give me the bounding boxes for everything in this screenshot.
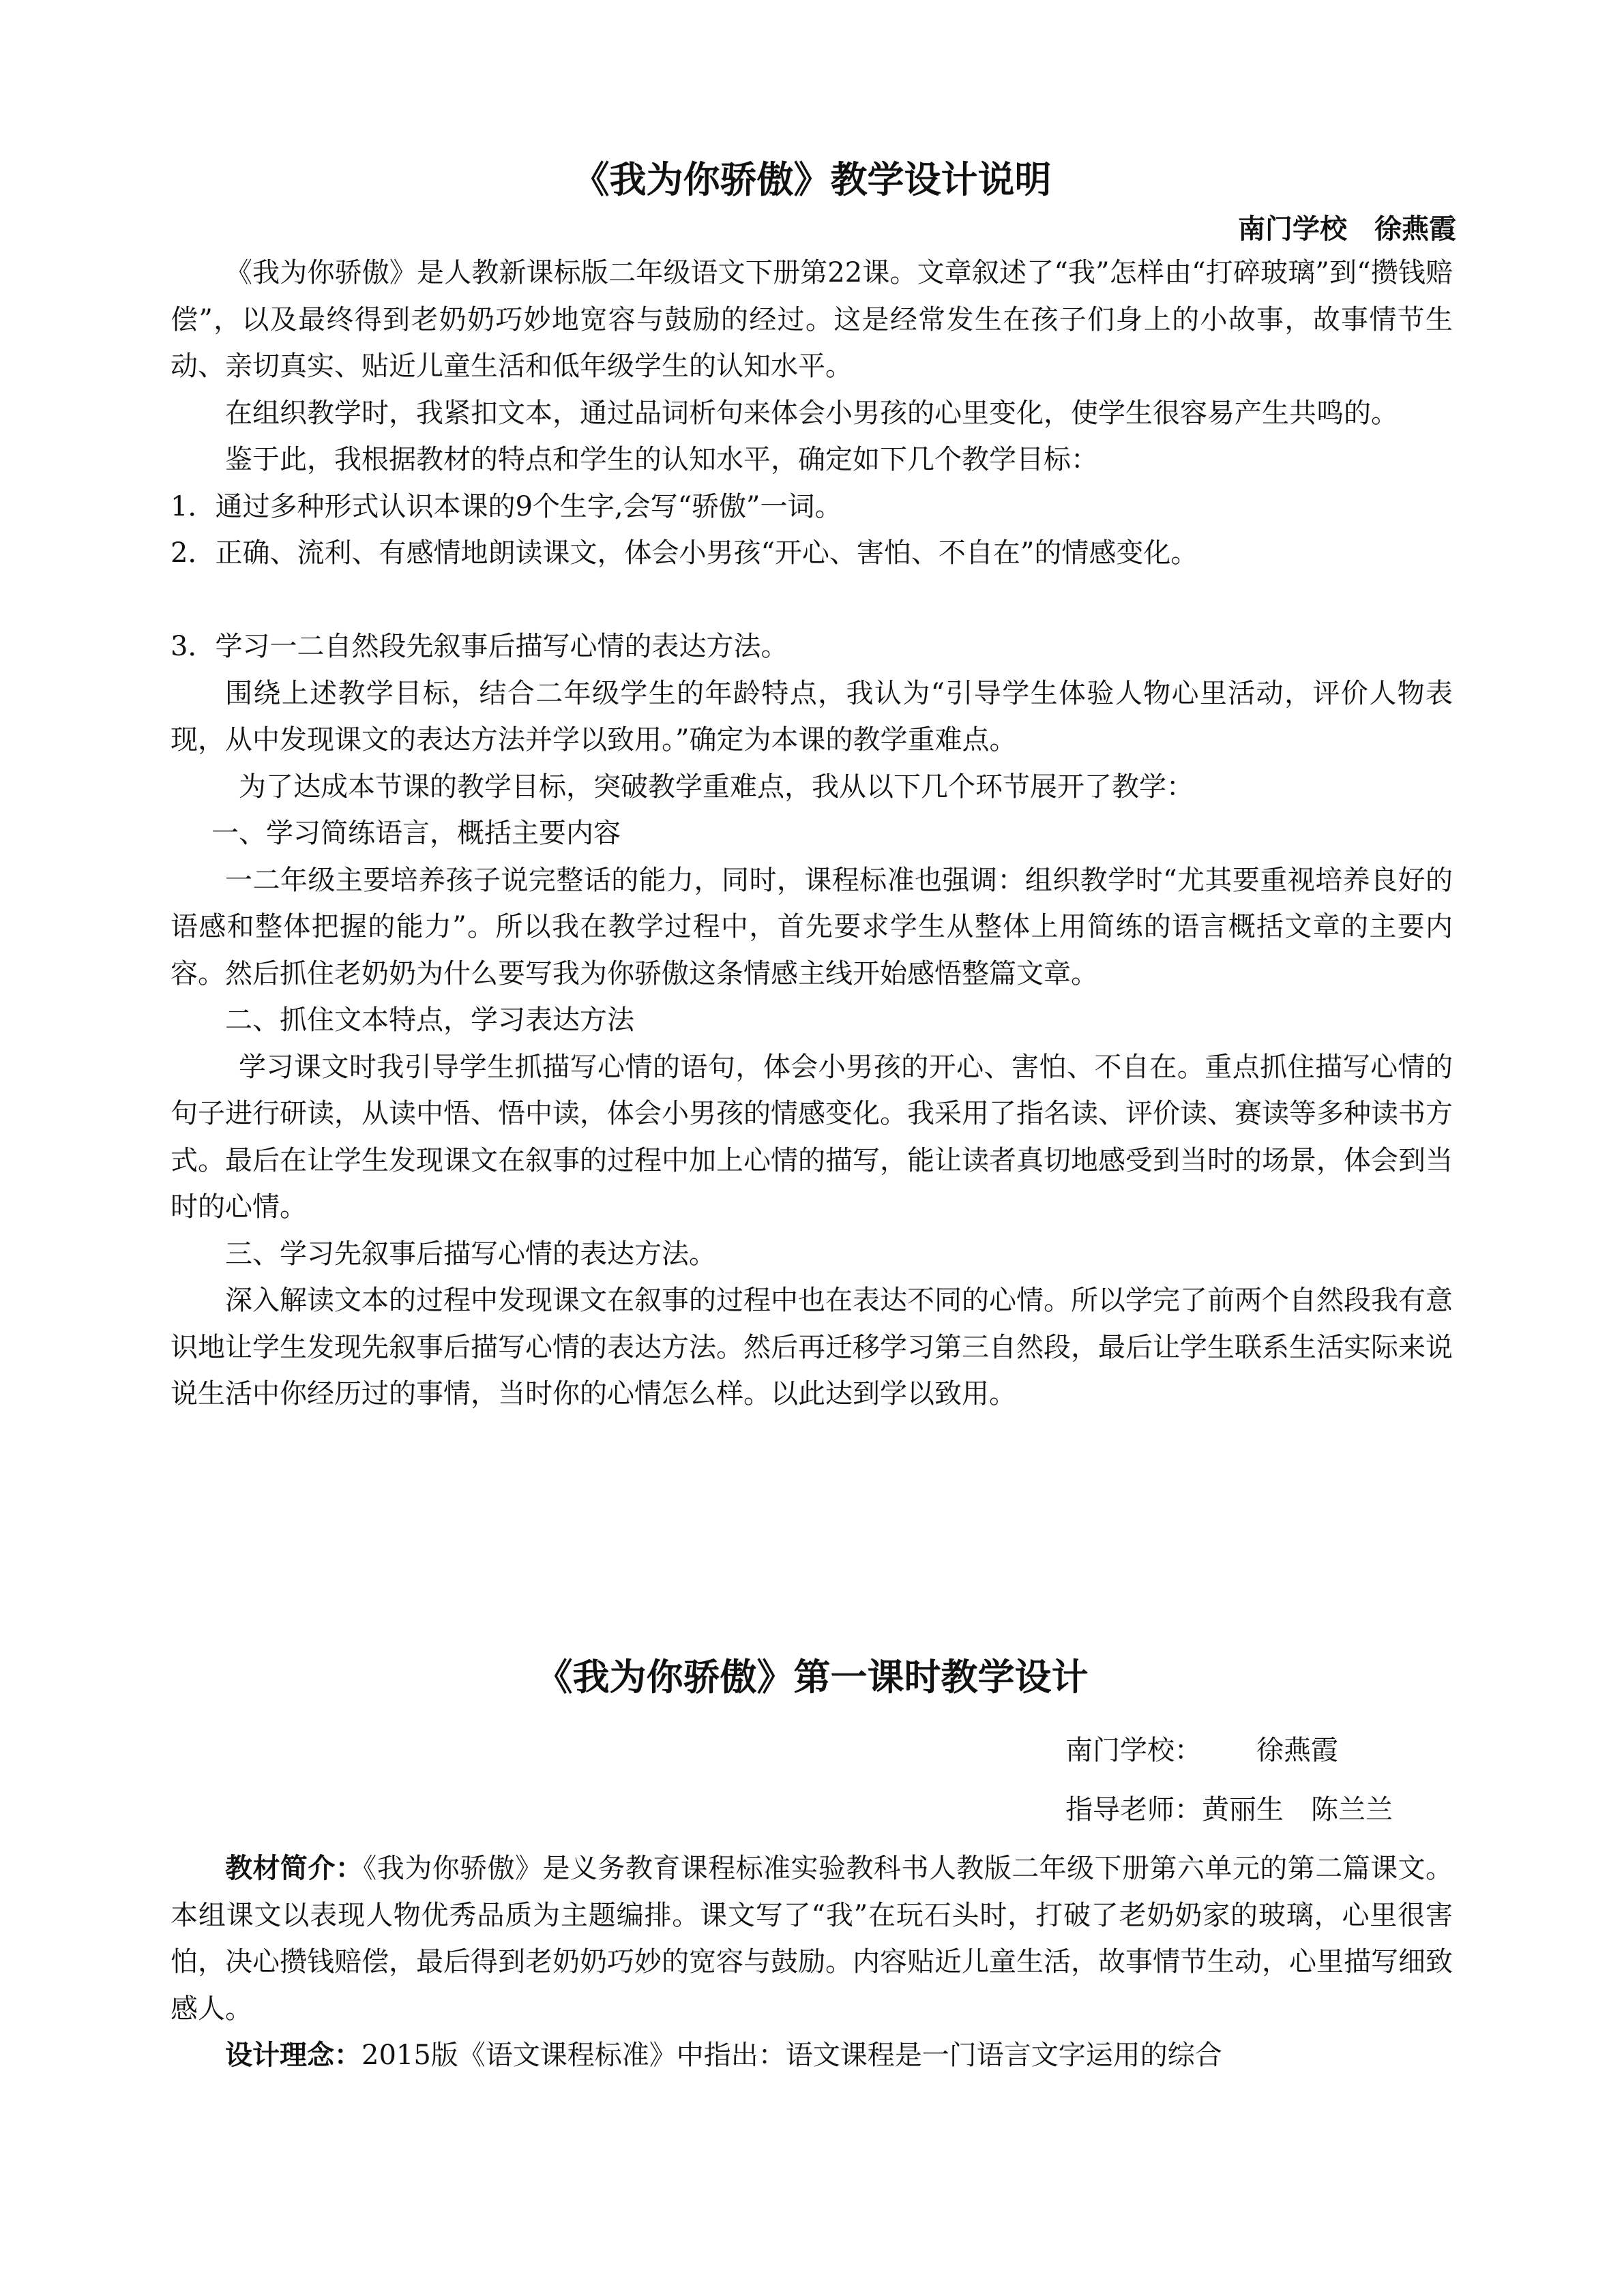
lesson-design-title: 《我为你骄傲》第一课时教学设计 — [535, 1656, 1089, 1699]
intro-label: 教材简介： — [225, 1853, 364, 1884]
advisor-name: 黄丽生 — [1202, 1794, 1284, 1825]
school-label: 南门学校： — [1065, 1735, 1202, 1766]
paragraph: 深入解读文本的过程中发现课文在叙事的过程中也在表达不同的心情。所以学完了前两个自然段我有意识地让学生发现先叙事后描写心情的表达方法。然后再迁移学习第三自然段，最后让学生联系生活实际来说说生活中你经历过的事情，当时你的心情怎么样。以此达到学以致用。 — [171, 1285, 1453, 1410]
school-line — [1065, 1730, 1338, 1771]
concept-text: 2015版《语文课程标准》中指出：语文课程是一门语言文字运用的综合 — [361, 2040, 1222, 2071]
advisor-line — [1065, 1789, 1393, 1830]
paragraph: 学习课文时我引导学生抓描写心情的语句，体会小男孩的开心、害怕、不自在。重点抓住描写心情的句子进行研读，从读中悟、悟中读，体会小男孩的情感变化。我采用了指名读、评价读、赛读等多种读书方式。最后在让学生发现课文在叙事的过程中加上心情的描写，能让读者真切地感受到当时的场景，体会到当时的心情。 — [171, 1051, 1453, 1223]
intro-text: 《我为你骄傲》是义务教育课程标准实验教科书人教版二年级下册第六单元的第二篇课文。本组课文以表现人物优秀品质为主题编排。课文写了“我”在玩石头时，打破了老奶奶家的玻璃，心里很害怕，决心攒钱赔偿，最后得到老奶奶巧妙的宽容与鼓励。内容贴近儿童生活，故事情节生动，心里描写细致感人。 — [171, 1853, 1453, 2025]
section-heading: 二、抓住文本特点，学习表达方法 — [225, 1004, 634, 1036]
paragraph: 围绕上述教学目标，结合二年级学生的年龄特点，我认为“引导学生体验人物心里活动，评价人物表现，从中发现课文的表达方法并学以致用。”确定为本课的教学重难点。 — [171, 677, 1453, 756]
school-name: 南门学校 — [1238, 213, 1347, 245]
paragraph: 为了达成本节课的教学目标，突破教学重难点，我从以下几个环节展开了教学： — [239, 771, 1194, 803]
objective-item: 2．正确、流利、有感情地朗读课文，体会小男孩“开心、害怕、不自在”的情感变化。 — [171, 537, 1198, 569]
section-heading: 三、学习先叙事后描写心情的表达方法。 — [225, 1238, 716, 1270]
section-heading: 一、学习简练语言，概括主要内容 — [211, 818, 621, 849]
author-name: 徐燕霞 — [1374, 213, 1456, 245]
paragraph: 在组织教学时，我紧扣文本，通过品词析句来体会小男孩的心里变化，使学生很容易产生共鸣的。 — [225, 397, 1398, 429]
paragraph: 鉴于此，我根据教材的特点和学生的认知水平，确定如下几个教学目标： — [225, 444, 1098, 475]
design-explanation-body — [171, 250, 1453, 1418]
design-explanation-title: 《我为你骄傲》教学设计说明 — [572, 158, 1052, 201]
textbook-intro-paragraph — [171, 1845, 1453, 2032]
paragraph: 《我为你骄傲》是人教新课标版二年级语文下册第22课。文章叙述了“我”怎样由“打碎玻璃”到“攒钱赔偿”，以及最终得到老奶奶巧妙地宽容与鼓励的经过。这是经常发生在孩子们身上的小故事，故事情节生动、亲切真实、贴近儿童生活和低年级学生的认知水平。 — [171, 257, 1453, 382]
blank-line — [171, 577, 1453, 624]
objective-item: 3．学习一二自然段先叙事后描写心情的表达方法。 — [171, 631, 788, 662]
author-line — [1238, 209, 1456, 250]
author-name: 徐燕霞 — [1256, 1735, 1338, 1766]
advisor-label: 指导老师： — [1065, 1794, 1202, 1825]
objective-item: 1．通过多种形式认识本课的9个生字,会写“骄傲”一词。 — [171, 490, 842, 522]
paragraph: 一二年级主要培养孩子说完整话的能力，同时，课程标准也强调：组织教学时“尤其要重视培养良好的语感和整体把握的能力”。所以我在教学过程中，首先要求学生从整体上用简练的语言概括文章的主要内容。然后抓住老奶奶为什么要写我为你骄傲这条情感主线开始感悟整篇文章。 — [171, 864, 1453, 989]
concept-label: 设计理念： — [225, 2040, 361, 2071]
advisor-name: 陈兰兰 — [1311, 1794, 1393, 1825]
design-concept-paragraph — [171, 2032, 1453, 2079]
lesson-design-body — [171, 1845, 1453, 2079]
